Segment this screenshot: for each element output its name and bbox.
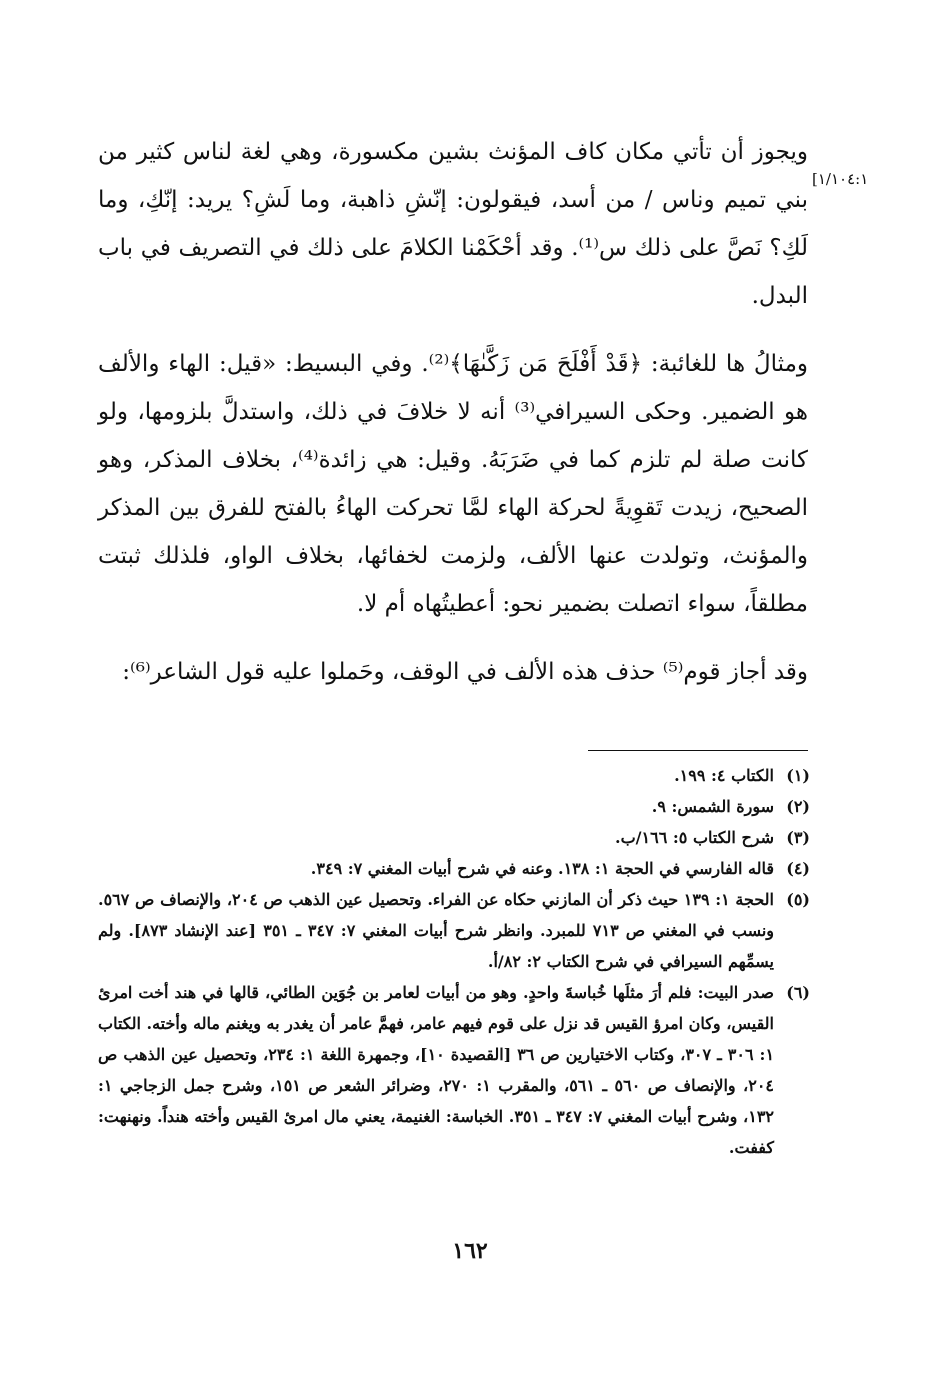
footnote-3 xyxy=(98,822,810,853)
footnote-text: قاله الفارسي في الحجة ١: ١٣٨. وعنه في شرح أبيات المغني ٧: ٣٤٩. xyxy=(310,859,774,878)
page-number: ١٦٢ xyxy=(452,1238,488,1264)
footnote-number: (٥) xyxy=(786,890,810,909)
footnote-1 xyxy=(98,760,810,791)
footnote-number: (٣) xyxy=(786,828,810,847)
paragraph-2: ومثالُ ها للغائبة: ﴿قَدْ أَفْلَحَ مَن زَكَّىٰهَا﴾⁽²⁾. وفي البسيط: «قيل: الهاء والألف هو الضمير. وحكى السيرافي⁽³⁾ أنه لا خلافَ في ذلك، واستدلَّ بلزومها، ولو كانت صلة لم تلزم كما في ضَرَبَهُ. وقيل: هي زائدة⁽⁴⁾، بخلاف المذكر، وهو الصحيح، زيدت تَقوِيةً لحركة الهاء لمَّا تحركت الهاءُ بالفتح للفرق بين المذكر والمؤنث، وتولدت عنها الألف، ولزمت لخفائها، بخلاف الواو، فلذلك ثبتت مطلقاً، سواء اتصلت بضمير نحو: أعطيتُهاه أم لا. xyxy=(98,351,809,617)
footnote-4 xyxy=(98,853,810,884)
paragraph-3: وقد أجاز قوم⁽⁵⁾ حذف هذه الألف في الوقف، وحَملوا عليه قول الشاعر⁽⁶⁾: xyxy=(122,659,808,685)
footnote-5 xyxy=(98,884,810,977)
footnote-number: (٦) xyxy=(786,983,810,1002)
footnote-text: الحجة ١: ١٣٩ حيث ذكر أن المازني حكاه عن الفراء. وتحصيل عين الذهب ص ٢٠٤، والإنصاف ص ٥٦٧. ونسب في المغني ص ٧١٣ للمبرد. وانظر شرح أبيات المغني ٧: ٣٤٧ ـ ٣٥١ [عند الإنشاد ٨٧٣]. ولم يسمِّهم السيرافي في شرح الكتاب ٢: ٨٢/أ. xyxy=(98,890,775,971)
footnotes xyxy=(98,760,810,1163)
footnote-2 xyxy=(98,791,810,822)
paragraph-1: ويجوز أن تأتي مكان كاف المؤنث بشين مكسورة، وهي لغة لناس كثير من بني تميم وناس / من أسد، فيقولون: إنّشِ ذاهبة، وما لَشِ؟ يريد: إنّكِ، وما لَكِ؟ نَصَّ على ذلك س⁽¹⁾. وقد أحْكَمْنا الكلامَ على ذلك في التصريف في باب البدل. xyxy=(98,139,808,309)
footnote-number: (١) xyxy=(786,766,810,785)
footnote-6 xyxy=(98,977,810,1163)
footnote-number: (٤) xyxy=(786,859,810,878)
footnote-text: صدر البيت: فلم أرَ مثلَها خُباسةَ واحدٍ. وهو من أبيات لعامر بن جُوَين الطائي، قالها في هند أخت امرئ القيس، وكان امرؤ القيس قد نزل على قوم فيهم عامر، فهمَّ عامر أن يغدر به ويغنم ماله وأخته. الكتاب ١: ٣٠٦ ـ ٣٠٧، وكتاب الاختيارين ص ٣٦ [القصيدة ١٠]، وجمهرة اللغة ١: ٢٣٤، وتحصيل عين الذهب ص ٢٠٤، والإنصاف ص ٥٦٠ ـ ٥٦١، والمقرب ١: ٢٧٠، وضرائر الشعر ص ١٥١، وشرح جمل الزجاجي ١: ١٣٢، وشرح أبيات المغني ٧: ٣٤٧ ـ ٣٥١. الخباسة: الغنيمة، يعني مال امرئ القيس وأخته هنداً. ونهنهت: كففت. xyxy=(98,983,775,1157)
footnote-number: (٢) xyxy=(786,797,810,816)
margin-reference: [١/١٠٤:١ xyxy=(812,170,869,188)
footnote-text: سورة الشمس: ٩. xyxy=(651,797,774,816)
footnote-text: شرح الكتاب ٥: ١٦٦/ب. xyxy=(615,828,774,847)
footnote-text: الكتاب ٤: ١٩٩. xyxy=(674,766,774,785)
main-text xyxy=(98,128,808,696)
footnote-separator xyxy=(588,750,808,751)
